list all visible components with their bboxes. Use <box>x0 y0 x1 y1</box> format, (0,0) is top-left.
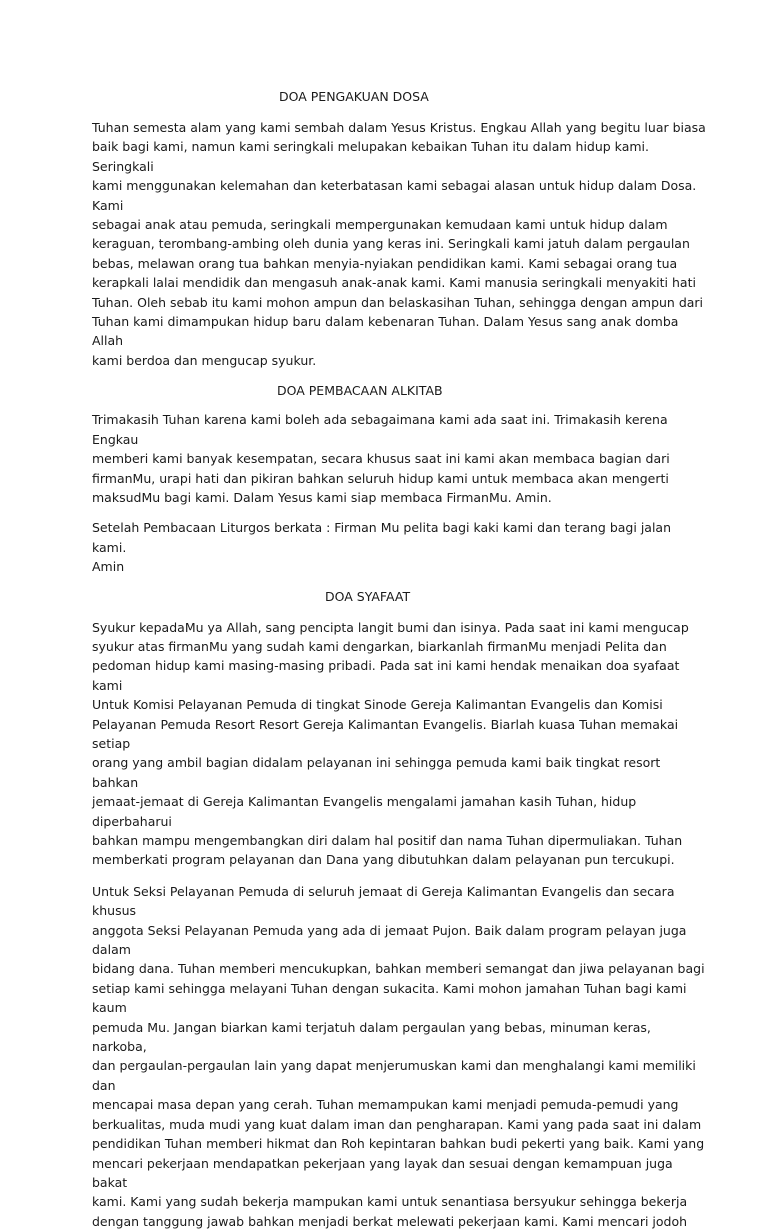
text-line: Tuhan semesta alam yang kami sembah dalam Yesus Kristus. Engkau Allah yang begitu luar biasa <box>92 120 706 135</box>
text-line: pendidikan Tuhan memberi hikmat dan Roh kepintaran bahkan budi pekerti yang baik. Kami yang <box>92 1136 705 1152</box>
text-line: dengan tanggung jawab bahkan menjadi berkat melewati pekerjaan kami. Kami mencari jodoh <box>92 1213 688 1229</box>
text-line: kami. Kami yang sudah bekerja mampukan kami untuk senantiasa bersyukur sehingga bekerja <box>92 1194 688 1210</box>
text-line: kerapkali lalai mendidik dan mengasuh anak-anak kami. Kami manusia seringkali menyakiti hati <box>92 275 696 291</box>
text-line: bebas, melawan orang tua bahkan menyia-nyiakan pendidikan kami. Kami sebagai orang tua <box>92 255 678 271</box>
text-line: jemaat-jemaat di Gereja Kalimantan Evangelis mengalami jamahan kasih Tuhan, hidup diperbaharui <box>92 794 637 829</box>
text-line: sebagai anak atau pemuda, seringkali mempergunakan kemudaan kami untuk hidup dalam <box>92 217 668 233</box>
text-line: bahkan mampu mengembangkan diri dalam hal positif dan nama Tuhan dipermuliakan. Tuhan <box>92 833 683 848</box>
paragraph-syafaat-1 <box>92 618 708 870</box>
paragraph-liturgos-response <box>92 518 708 576</box>
text-line: Syukur kepadaMu ya Allah, sang pencipta langit bumi dan isinya. Pada saat ini kami mengucap <box>92 619 689 635</box>
text-line: Tuhan kami dimampukan hidup baru dalam kebenaran Tuhan. Dalam Yesus sang anak domba Allah <box>92 314 679 349</box>
text-line: Pelayanan Pemuda Resort Resort Gereja Kalimantan Evangelis. Biarlah kuasa Tuhan memakai setiap <box>92 716 679 751</box>
text-line: setiap kami sehingga melayani Tuhan dengan sukacita. Kami mohon jamahan Tuhan bagi kami kaum <box>92 980 687 1016</box>
text-line: maksudMu bagi kami. Dalam Yesus kami siap membaca FirmanMu. Amin. <box>92 489 552 505</box>
text-line: Tuhan. Oleh sebab itu kami mohon ampun dan belaskasihan Tuhan, sehingga dengan ampun dari <box>92 294 704 310</box>
paragraph-pembacaan-alkitab <box>92 410 708 507</box>
text-line: kami berdoa dan mengucap syukur. <box>92 352 317 368</box>
text-line: Setelah Pembacaan Liturgos berkata : Firman Mu pelita bagi kaki kami dan terang bagi jalan kami. <box>92 520 672 555</box>
text-line: mencari pekerjaan mendapatkan pekerjaan yang layak dan sesuai dengan kemampuan juga bakat <box>92 1155 673 1190</box>
text-line: syukur atas firmanMu yang sudah kami dengarkan, biarkanlah firmanMu menjadi Pelita dan <box>92 638 667 654</box>
heading-doa-syafaat: DOA SYAFAAT <box>325 588 411 604</box>
text-line: mencapai masa depan yang cerah. Tuhan memampukan kami menjadi pemuda-pemudi yang <box>92 1097 679 1113</box>
heading-doa-pembacaan-alkitab: DOA PEMBACAAN ALKITAB <box>277 383 443 399</box>
text-line: kami menggunakan kelemahan dan keterbatasan kami sebagai alasan untuk hidup dalam Dosa. Kami <box>92 178 697 213</box>
paragraph-pengakuan-dosa <box>92 118 708 370</box>
text-line: memberi kami banyak kesempatan, secara khusus saat ini kami akan membaca bagian dari <box>92 451 670 467</box>
heading-doa-pengakuan-dosa: DOA PENGAKUAN DOSA <box>279 89 429 104</box>
text-line: anggota Seksi Pelayanan Pemuda yang ada di jemaat Pujon. Baik dalam program pelayan juga dalam <box>92 922 687 958</box>
text-line: bidang dana. Tuhan memberi mencukupkan, bahkan memberi semangat dan jiwa pelayanan bagi <box>92 961 705 977</box>
paragraph-syafaat-2 <box>92 882 708 1231</box>
text-line: Untuk Komisi Pelayanan Pemuda di tingkat Sinode Gereja Kalimantan Evangelis dan Komisi <box>92 697 663 713</box>
text-line: Untuk Seksi Pelayanan Pemuda di seluruh jemaat di Gereja Kalimantan Evangelis dan secara khusus <box>92 883 675 919</box>
text-line: memberkati program pelayanan dan Dana yang dibutuhkan dalam pelayanan pun tercukupi. <box>92 852 675 868</box>
text-line: baik bagi kami, namun kami seringkali melupakan kebaikan Tuhan itu dalam hidup kami. Seringkali <box>92 139 649 174</box>
text-line: Trimakasih Tuhan karena kami boleh ada sebagaimana kami ada saat ini. Trimakasih kerena Engkau <box>92 412 668 447</box>
text-line: berkualitas, muda mudi yang kuat dalam iman dan pengharapan. Kami yang pada saat ini dalam <box>92 1116 702 1132</box>
text-line: keraguan, terombang-ambing oleh dunia yang keras ini. Seringkali kami jatuh dalam pergaulan <box>92 236 690 252</box>
text-line: pedoman hidup kami masing-masing pribadi. Pada sat ini kami hendak menaikan doa syafaat kami <box>92 658 680 693</box>
text-line: Amin <box>92 559 125 575</box>
text-line: dan pergaulan-pergaulan lain yang dapat menjerumuskan kami dan menghalangi kami memiliki dan <box>92 1058 696 1093</box>
text-line: pemuda Mu. Jangan biarkan kami terjatuh dalam pergaulan yang bebas, minuman keras, narkoba, <box>92 1019 651 1055</box>
text-line: firmanMu, urapi hati dan pikiran bahkan seluruh hidup kami untuk membaca akan mengerti <box>92 470 669 486</box>
text-line: orang yang ambil bagian didalam pelayanan ini sehingga pemuda kami baik tingkat resort bahkan <box>92 755 661 790</box>
